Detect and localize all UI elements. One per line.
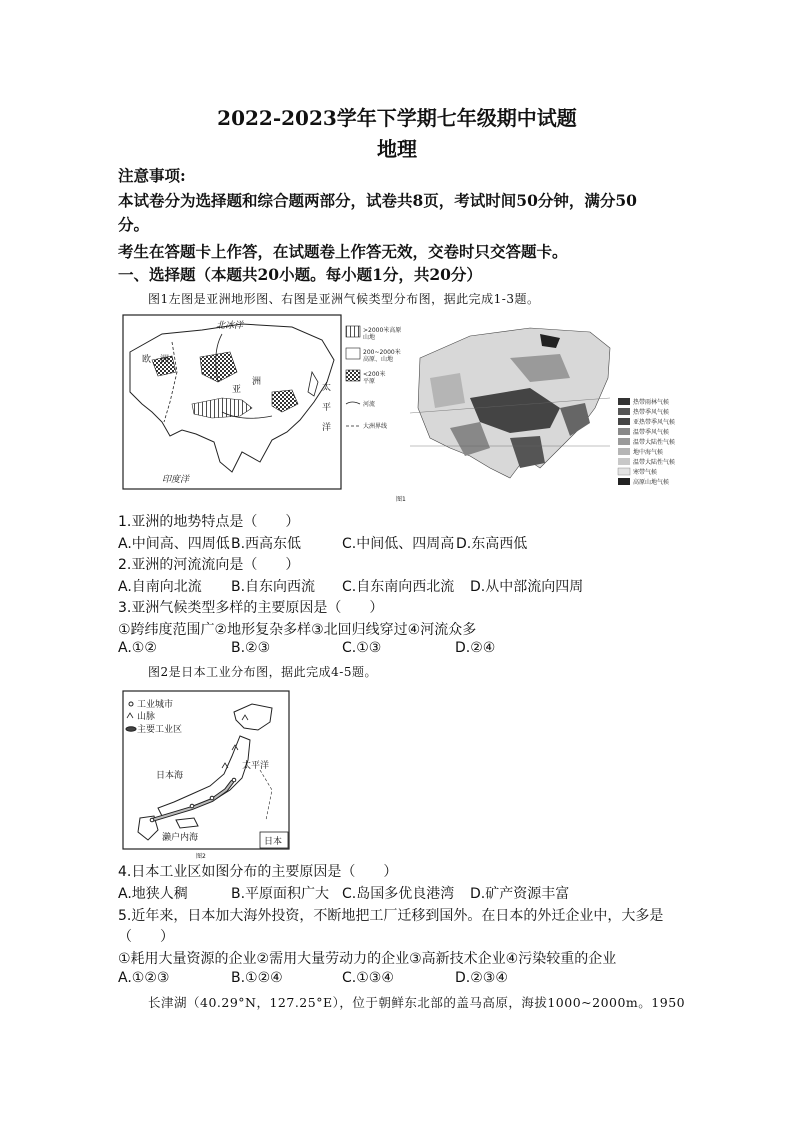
q4-option-a: A.地狭人稠 [118,886,188,902]
svg-text:<200米: <200米 [363,371,386,378]
label-pacific-2: 平 [322,403,332,413]
svg-text:山地: 山地 [363,334,376,341]
q5-stem: 5.近年来，日本加大海外投资，不断地把工厂迁移到国外。在日本的外迁企业中，大多是 [118,908,664,924]
q5-option-d: D.②③④ [455,970,508,986]
svg-text:温带大陆性气候: 温带大陆性气候 [633,439,676,446]
section-1-heading: 一、选择题（本题共20小题。每小题1分，共20分） [118,265,482,284]
svg-text:大洲界线: 大洲界线 [363,423,388,430]
q3-option-c: C.①③ [342,640,382,656]
q1-option-c: C.中间低、四周高 [342,536,455,552]
notice-line-1b: 分。 [118,215,150,234]
fig1-caption: 图1左图是亚洲地形图、右图是亚洲气候类型分布图，据此完成1-3题。 [148,292,540,306]
label-arctic-ocean: 北冰洋 [216,321,244,331]
svg-text:热带雨林气候: 热带雨林气候 [633,399,670,406]
q5-option-b: B.①②④ [231,970,283,986]
legend-industrial-zone: 主要工业区 [137,725,183,735]
fig2-caption: 图2是日本工业分布图，据此完成4-5题。 [148,665,377,679]
label-pacific-ocean: 太平洋 [242,761,270,771]
svg-text:>2000米高原: >2000米高原 [363,327,402,334]
svg-text:200~2000米: 200~2000米 [363,349,401,356]
label-sea-of-japan: 日本海 [156,771,184,781]
svg-text:热带季风气候: 热带季风气候 [633,409,670,416]
q3-option-d: D.②④ [455,640,496,656]
label-japan: 日本 [264,837,283,847]
fig2-label: 图2 [196,853,206,860]
q1-option-d: D.东高西低 [456,536,528,552]
label-seto-inland-sea: 濑户内海 [162,833,199,843]
q2-option-c: C.自东南向西北流 [342,579,455,595]
exam-title: 2022-2023学年下学期七年级期中试题 [217,106,577,130]
legend-mountains: 山脉 [137,712,156,722]
svg-text:平原: 平原 [363,378,376,385]
q3-option-a: A.①② [118,640,157,656]
q1-option-a: A.中间高、四周低 [118,536,230,552]
label-asia-1: 亚 [232,385,242,395]
notice-heading: 注意事项: [118,166,186,185]
q3-stem: 3.亚洲气候类型多样的主要原因是（ ） [118,600,384,616]
q3-statements: ①跨纬度范围广②地形复杂多样③北回归线穿过④河流众多 [118,622,477,638]
legend-industrial-city: 工业城市 [137,700,174,710]
q1-stem: 1.亚洲的地势特点是（ ） [118,514,300,530]
passage-text: 长津湖（40.29°N，127.25°E），位于朝鲜东北部的盖马高原，海拔1000~2000m。1950 [148,995,686,1010]
q2-stem: 2.亚洲的河流流向是（ ） [118,557,300,573]
q4-option-b: B.平原面积广大 [231,886,330,902]
label-pacific-1: 太 [322,383,332,393]
japan-industry-map [122,690,290,850]
svg-text:亚热带季风气候: 亚热带季风气候 [633,419,676,426]
svg-text:高原、山地: 高原、山地 [363,356,394,363]
svg-text:地中海气候: 地中海气候 [633,449,664,456]
q1-option-b: B.西高东低 [231,536,302,552]
q4-option-c: C.岛国多优良港湾 [342,886,455,902]
svg-text:高原山地气候: 高原山地气候 [633,479,670,486]
q2-option-a: A.自南向北流 [118,579,202,595]
q2-option-b: B.自东向西流 [231,579,316,595]
label-indian-ocean: 印度洋 [162,475,190,485]
q5-stem-2: （ ） [118,929,174,945]
notice-line-2: 考生在答题卡上作答，在试题卷上作答无效，交卷时只交答题卡。 [118,242,568,261]
notice-line-1: 本试卷分为选择题和综合题两部分，试卷共8页，考试时间50分钟，满分50 [118,191,637,210]
q2-option-d: D.从中部流向四周 [470,579,584,595]
q5-option-c: C.①③④ [342,970,394,986]
svg-text:河流: 河流 [363,401,376,408]
fig1-label: 图1 [396,496,406,503]
svg-text:寒带气候: 寒带气候 [633,469,658,476]
label-europe: 欧 洲 [142,355,170,365]
q4-option-d: D.矿产资源丰富 [470,886,570,902]
svg-text:温带大陆性气候: 温带大陆性气候 [633,459,676,466]
q3-option-b: B.②③ [231,640,271,656]
svg-text:温带季风气候: 温带季风气候 [633,429,670,436]
label-pacific-3: 洋 [322,423,332,433]
q5-option-a: A.①②③ [118,970,170,986]
exam-subject: 地理 [377,137,417,161]
q5-statements: ①耗用大量资源的企业②需用大量劳动力的企业③高新技术企业④污染较重的企业 [118,951,617,967]
label-asia-2: 洲 [252,377,262,387]
asia-terrain-map [122,312,412,492]
q4-stem: 4.日本工业区如图分布的主要原因是（ ） [118,864,398,880]
asia-climate-map [410,318,710,494]
